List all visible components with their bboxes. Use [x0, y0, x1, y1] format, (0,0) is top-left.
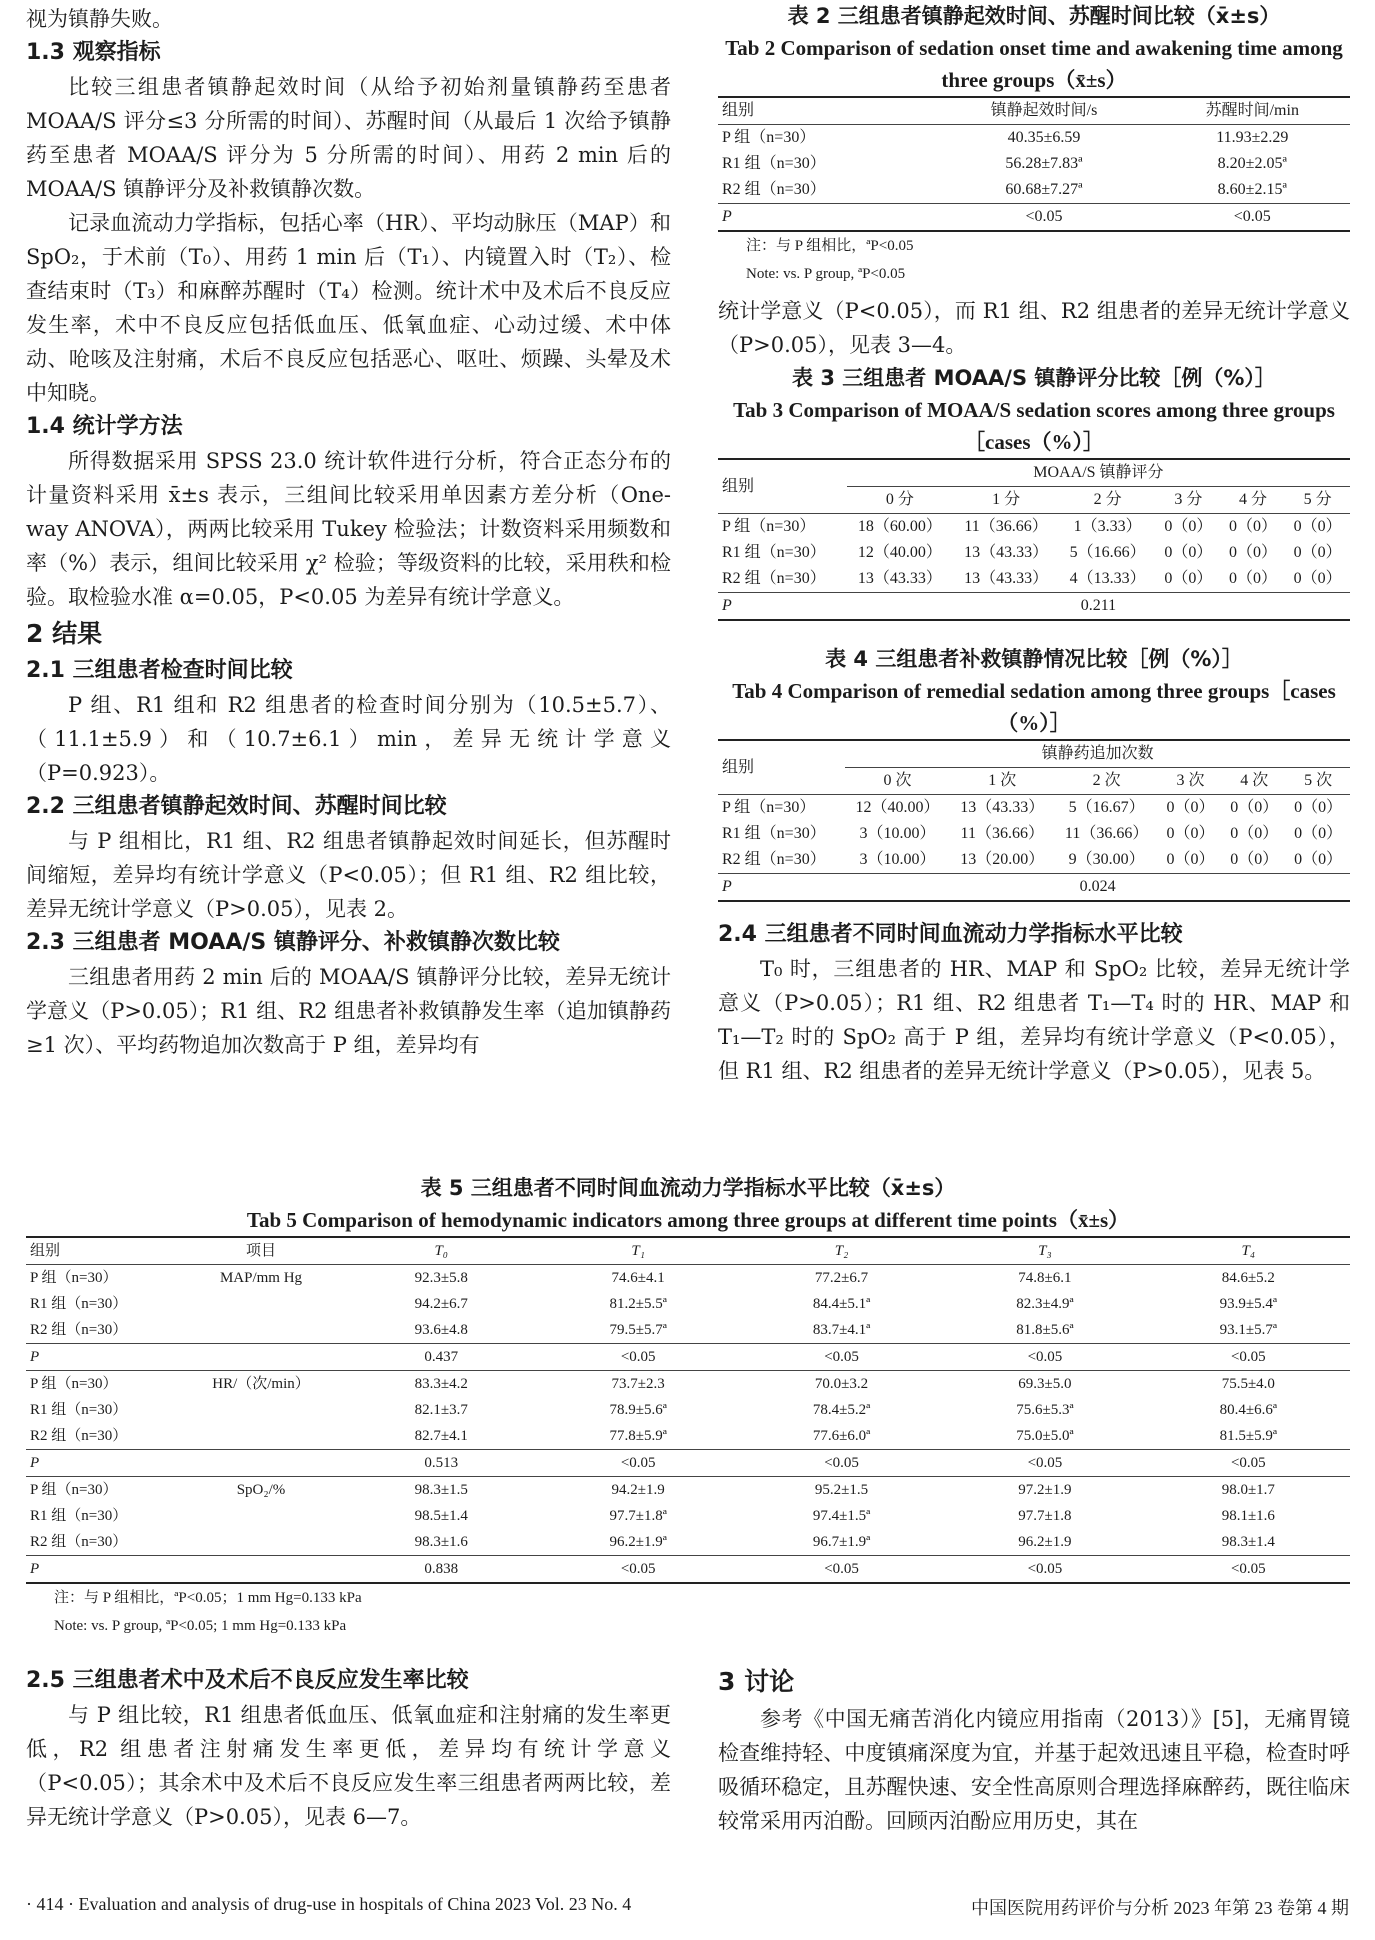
section-2-1-heading: 2.1 三组患者检查时间比较	[26, 658, 293, 683]
table-cell: P 组（n=30）	[722, 799, 816, 816]
table-cell: 5（16.66）	[1069, 544, 1146, 561]
table-cell: P 组（n=30）	[722, 518, 816, 535]
table-cell: 82.3±4.9ª	[1016, 1296, 1074, 1312]
t2-head-onset: 镇静起效时间/s	[990, 102, 1098, 119]
table-cell: R2 组（n=30）	[722, 570, 826, 587]
table-col-head: 0 次	[883, 772, 912, 789]
table-3-caption-cn: 表 3 三组患者 MOAA/S 镇静评分比较［例（%）］	[792, 366, 1276, 390]
table-cell: 0（0）	[1230, 825, 1279, 842]
table-cell: 0（0）	[1230, 851, 1279, 868]
table-cell: 74.6±4.1	[611, 1270, 665, 1286]
table-cell: 0（0）	[1294, 799, 1343, 816]
table-row-p	[26, 1450, 1350, 1477]
table-row	[26, 1477, 1350, 1504]
left-column	[26, 0, 671, 1062]
table-row	[718, 177, 1350, 204]
table-cell: 80.4±6.6ª	[1219, 1402, 1277, 1418]
table-cell: 0（0）	[1293, 518, 1342, 535]
t2-head-group: 组别	[722, 102, 755, 119]
table-3-caption-en: Tab 3 Comparison of MOAA/S sedation scores among three groups［cases（%）］	[733, 398, 1335, 454]
table-cell: <0.05	[1230, 1349, 1266, 1365]
table-col-head: 3 分	[1174, 491, 1203, 508]
table-cell: 84.4±5.1ª	[812, 1296, 871, 1312]
table-item-cell	[176, 1450, 346, 1477]
table-cell: R1 组（n=30）	[722, 155, 826, 172]
paragraph-discussion: 参考《中国无痛苦消化内镜应用指南（2013）》[5]，无痛胃镜检查维持轻、中度镇痛深度为宜，并基于起效迅速且平稳，检查时呼吸循环稳定，且苏醒快速、安全性高原则合理选择麻醉药，既往临床较常采用丙泊酚。回顾丙泊酚应用历史，其在	[718, 1707, 1350, 1833]
table-cell: P	[30, 1455, 40, 1471]
table-cell: 0（0）	[1230, 799, 1279, 816]
table-2	[718, 96, 1350, 232]
table-col-head: 5 次	[1304, 772, 1333, 789]
table-cell: 0（0）	[1293, 570, 1342, 587]
table-5-note-en: Note: vs. P group, ªP<0.05; 1 mm Hg=0.133 kPa	[54, 1618, 347, 1634]
table-row-p	[718, 204, 1350, 232]
table-cell: 81.5±5.9ª	[1219, 1428, 1277, 1444]
table-col-head: 4 分	[1239, 491, 1268, 508]
table-cell: <0.05	[1233, 208, 1271, 225]
table-cell: 12（40.00）	[855, 799, 940, 816]
table-col-head: 1 分	[992, 491, 1021, 508]
table-row	[26, 1265, 1350, 1292]
table-2-caption-cn: 表 2 三组患者镇静起效时间、苏醒时间比较（x̄±s）	[787, 4, 1281, 28]
table-cell: R2 组（n=30）	[30, 1428, 128, 1444]
table-row	[718, 151, 1350, 177]
table-row	[718, 566, 1350, 593]
table-col-head: T₁	[631, 1243, 645, 1259]
table-item-cell	[176, 1556, 346, 1584]
table-cell: P 组（n=30）	[30, 1270, 118, 1286]
table-cell: 0（0）	[1166, 825, 1215, 842]
table-cell: 11（36.66）	[960, 825, 1044, 842]
paragraph-hemodynamic-results: T₀ 时，三组患者的 HR、MAP 和 SpO₂ 比较，差异无统计学意义（P>0.05）；R1 组、R2 组患者 T₁—T₄ 时的 HR、MAP 和 T₁—T₂ 时的 SpO₂ 高于 P 组，差异均有统计学意义（P<0.05），但 R1 组、R2 组患者的差异无统计学意义（P>0.05），见表 5。	[718, 957, 1350, 1083]
table-cell: R2 组（n=30）	[722, 181, 826, 198]
table-cell: 70.0±3.2	[814, 1376, 869, 1392]
table-row	[26, 1423, 1350, 1450]
table-cell: 77.8±5.9ª	[609, 1428, 667, 1444]
paragraph-exam-time: P 组、R1 组和 R2 组患者的检查时间分别为（10.5±5.7）、（11.1±5.9）和（10.7±6.1）min，差异无统计学意义（P=0.923）。	[26, 693, 671, 785]
table-cell: 78.9±5.6ª	[609, 1402, 667, 1418]
table-cell: R1 组（n=30）	[722, 544, 826, 561]
table-cell: 0（0）	[1294, 825, 1343, 842]
table-cell: 77.6±6.0ª	[812, 1428, 871, 1444]
table-cell: 60.68±7.27ª	[1005, 181, 1083, 198]
table-cell: <0.05	[1025, 208, 1063, 225]
table-cell: 11.93±2.29	[1216, 129, 1289, 146]
table-col-head: T₀	[434, 1243, 449, 1259]
table-col-head: 4 次	[1240, 772, 1269, 789]
table-cell: 83.7±4.1ª	[812, 1322, 871, 1338]
table-cell: 0（0）	[1229, 544, 1278, 561]
table-cell: <0.05	[1230, 1561, 1266, 1577]
table-cell: 9（30.00）	[1068, 851, 1145, 868]
table-col-head: 2 分	[1093, 491, 1122, 508]
table-cell: 97.7±1.8	[1018, 1508, 1072, 1524]
table-cell: P	[722, 597, 732, 614]
table-cell: P	[30, 1561, 40, 1577]
table-cell: 73.7±2.3	[611, 1376, 665, 1392]
table-item-cell	[176, 1529, 346, 1556]
right-column	[718, 0, 1350, 1088]
table-col-head: 5 分	[1303, 491, 1332, 508]
table-2-caption-en: Tab 2 Comparison of sedation onset time and awakening time among three groups（x̄±s）	[725, 36, 1343, 92]
table-cell: 0（0）	[1164, 570, 1213, 587]
table-col-head: 1 次	[988, 772, 1017, 789]
table-item-cell	[176, 1317, 346, 1344]
table-cell: 84.6±5.2	[1221, 1270, 1275, 1286]
paragraph-onset: 与 P 组相比，R1 组、R2 组患者镇静起效时间延长，但苏醒时间缩短，差异均有统计学意义（P<0.05）；但 R1 组、R2 组比较，差异无统计学意义（P>0.05），见表 2。	[26, 829, 671, 921]
paragraph-fragment: 视为镇静失败。	[26, 7, 173, 31]
table-cell: 79.5±5.7ª	[609, 1322, 667, 1338]
table-cell: 93.9±5.4ª	[1219, 1296, 1277, 1312]
table-row	[718, 514, 1350, 541]
table-col-head: 组别	[30, 1243, 61, 1259]
table-cell: 94.2±1.9	[611, 1482, 665, 1498]
table-cell: 0（0）	[1164, 518, 1213, 535]
table-cell: 13（20.00）	[960, 851, 1045, 868]
paragraph-adverse: 与 P 组比较，R1 组患者低血压、低氧血症和注射痛的发生率更低，R2 组患者注射痛发生率更低，差异均有统计学意义（P<0.05）；其余术中及术后不良反应发生率三组患者两两比较，差异无统计学意义（P>0.05），见表 6—7。	[26, 1703, 671, 1829]
table-row	[26, 1397, 1350, 1423]
table-cell: 0.024	[1079, 878, 1116, 895]
t3-head-span: MOAA/S 镇静评分	[847, 459, 1350, 487]
table-5-block	[26, 1172, 1350, 1640]
paragraph-hemodynamics: 记录血流动力学指标，包括心率（HR）、平均动脉压（MAP）和 SpO₂，于术前（T₀）、用药 1 min 后（T₁）、内镜置入时（T₂）、检查结束时（T₃）和麻醉苏醒时（T₄）检测。统计术中及术后不良反应发生率，术中不良反应包括低血压、低氧血症、心动过缓、术中体动、呛咳及注射痛，术后不良反应包括恶心、呕吐、烦躁、头晕及术中知晓。	[26, 211, 671, 405]
table-cell: R1 组（n=30）	[30, 1402, 128, 1418]
table-2-note-en: Note: vs. P group, ªP<0.05	[746, 266, 906, 282]
table-cell: 0（0）	[1164, 544, 1213, 561]
table-row	[26, 1291, 1350, 1317]
t4-head-group: 组别	[718, 740, 845, 795]
table-cell: 96.2±1.9ª	[609, 1534, 667, 1550]
table-cell: <0.05	[824, 1349, 859, 1365]
table-cell: 93.6±4.8	[414, 1322, 468, 1338]
table-cell: 96.7±1.9ª	[812, 1534, 871, 1550]
table-5	[26, 1236, 1350, 1584]
table-row	[26, 1529, 1350, 1556]
table-row	[718, 795, 1350, 822]
table-2-note-cn: 注：与 P 组相比，ªP<0.05	[746, 238, 914, 254]
table-5-caption-en: Tab 5 Comparison of hemodynamic indicators among three groups at different time points（x̄±s）	[246, 1208, 1130, 1232]
table-row	[26, 1317, 1350, 1344]
table-cell: 98.3±1.4	[1221, 1534, 1275, 1550]
table-cell: <0.05	[620, 1455, 656, 1471]
table-cell: <0.05	[824, 1561, 859, 1577]
table-col-head: 0 分	[885, 491, 914, 508]
table-cell: <0.05	[1027, 1349, 1063, 1365]
table-row	[26, 1503, 1350, 1529]
table-cell: <0.05	[1027, 1561, 1063, 1577]
bottom-right-column	[718, 1662, 1350, 1838]
table-cell: 75.6±5.3ª	[1016, 1402, 1074, 1418]
table-cell: R1 组（n=30）	[30, 1508, 128, 1524]
table-item-cell: MAP/mm Hg	[219, 1270, 303, 1286]
section-2-5-heading: 2.5 三组患者术中及术后不良反应发生率比较	[26, 1668, 469, 1693]
bottom-left-column	[26, 1664, 671, 1834]
table-cell: P 组（n=30）	[722, 129, 816, 146]
table-row	[718, 821, 1350, 847]
table-cell: 97.4±1.5ª	[812, 1508, 871, 1524]
table-cell: 0.211	[1080, 597, 1117, 614]
table-col-head: T₃	[1038, 1243, 1052, 1259]
t3-head-group: 组别	[718, 459, 847, 514]
table-cell: 97.2±1.9	[1018, 1482, 1072, 1498]
table-cell: 98.3±1.6	[414, 1534, 468, 1550]
table-cell: P	[30, 1349, 40, 1365]
table-3	[718, 458, 1350, 621]
table-cell: 4（13.33）	[1069, 570, 1146, 587]
table-cell: <0.05	[1230, 1455, 1266, 1471]
table-row	[718, 540, 1350, 566]
table-cell: 11（36.66）	[964, 518, 1048, 535]
table-cell: 92.3±5.8	[414, 1270, 468, 1286]
table-cell: <0.05	[620, 1561, 656, 1577]
table-cell: R2 组（n=30）	[30, 1534, 128, 1550]
table-item-cell	[176, 1291, 346, 1317]
section-2-heading: 2 结果	[26, 619, 103, 648]
table-cell: 13（43.33）	[964, 544, 1049, 561]
table-cell: 82.7±4.1	[414, 1428, 468, 1444]
table-cell: R2 组（n=30）	[30, 1322, 128, 1338]
table-col-head: T₄	[1241, 1243, 1256, 1259]
table-item-cell	[176, 1423, 346, 1450]
table-cell: 98.1±1.6	[1221, 1508, 1275, 1524]
footer-left: · 414 · Evaluation and analysis of drug-use in hospitals of China 2023 Vol. 23 No. 4	[26, 1894, 632, 1914]
table-row	[26, 1371, 1350, 1398]
table-cell: P 组（n=30）	[30, 1376, 118, 1392]
table-cell: 81.8±5.6ª	[1016, 1322, 1074, 1338]
table-cell: 13（43.33）	[857, 570, 942, 587]
footer-right: 中国医院用药评价与分析 2023 年第 23 卷第 4 期	[971, 1898, 1349, 1918]
table-cell: 98.0±1.7	[1221, 1482, 1275, 1498]
table-cell: R1 组（n=30）	[30, 1296, 128, 1312]
table-row-p	[718, 874, 1350, 902]
table-cell: 0（0）	[1166, 799, 1215, 816]
section-2-3-heading: 2.3 三组患者 MOAA/S 镇静评分、补救镇静次数比较	[26, 930, 560, 955]
table-cell: 0（0）	[1229, 570, 1278, 587]
table-item-cell	[176, 1397, 346, 1423]
table-cell: 93.1±5.7ª	[1219, 1322, 1277, 1338]
table-cell: R1 组（n=30）	[722, 825, 826, 842]
table-col-head: T₂	[834, 1243, 849, 1259]
table-cell: 12（40.00）	[857, 544, 942, 561]
t4-head-span: 镇静药追加次数	[845, 740, 1350, 768]
table-4	[718, 739, 1350, 902]
table-5-caption-cn: 表 5 三组患者不同时间血流动力学指标水平比较（x̄±s）	[420, 1176, 956, 1200]
table-cell: 8.20±2.05ª	[1217, 155, 1287, 172]
section-2-4-heading: 2.4 三组患者不同时间血流动力学指标水平比较	[718, 922, 1183, 947]
table-cell: 40.35±6.59	[1007, 129, 1081, 146]
table-cell: 56.28±7.83ª	[1005, 155, 1083, 172]
table-cell: 0.437	[424, 1349, 459, 1365]
table-cell: 97.7±1.8ª	[609, 1508, 667, 1524]
table-col-head: 3 次	[1176, 772, 1205, 789]
table-cell: <0.05	[1027, 1455, 1063, 1471]
table-cell: 3（10.00）	[859, 825, 936, 842]
table-cell: 1（3.33）	[1073, 518, 1142, 535]
table-item-cell: SpO₂/%	[236, 1482, 286, 1498]
table-col-head: 项目	[245, 1243, 276, 1259]
table-cell: 13（43.33）	[964, 570, 1049, 587]
table-cell: 98.3±1.5	[414, 1482, 468, 1498]
table-cell: 0（0）	[1294, 851, 1343, 868]
table-cell: 69.3±5.0	[1018, 1376, 1072, 1392]
table-cell: 3（10.00）	[859, 851, 936, 868]
table-4-caption-en: Tab 4 Comparison of remedial sedation among three groups［cases（%）］	[732, 679, 1336, 735]
table-item-cell	[176, 1503, 346, 1529]
table-cell: 77.2±6.7	[814, 1270, 869, 1286]
table-cell: 95.2±1.5	[814, 1482, 869, 1498]
table-cell: 75.5±4.0	[1221, 1376, 1275, 1392]
table-cell: 74.8±6.1	[1018, 1270, 1072, 1286]
table-cell: <0.05	[824, 1455, 859, 1471]
table-4-caption-cn: 表 4 三组患者补救镇静情况比较［例（%）］	[825, 647, 1243, 671]
table-cell: 13（43.33）	[960, 799, 1045, 816]
table-cell: 0（0）	[1229, 518, 1278, 535]
table-row	[718, 847, 1350, 874]
table-cell: <0.05	[620, 1349, 656, 1365]
t2-head-awake: 苏醒时间/min	[1205, 102, 1299, 119]
paragraph-moaas: 三组患者用药 2 min 后的 MOAA/S 镇静评分比较，差异无统计学意义（P>0.05）；R1 组、R2 组患者补救镇静发生率（追加镇静药≥1 次）、平均药物追加次数高于 P 组，差异均有	[26, 965, 671, 1057]
table-cell: 0.513	[424, 1455, 459, 1471]
table-cell: R2 组（n=30）	[722, 851, 826, 868]
section-3-heading: 3 讨论	[718, 1667, 795, 1696]
paragraph-continued: 统计学意义（P<0.05），而 R1 组、R2 组患者的差异无统计学意义（P>0.05），见表 3—4。	[718, 299, 1350, 357]
table-cell: 0（0）	[1293, 544, 1342, 561]
table-cell: 0（0）	[1166, 851, 1215, 868]
table-cell: P	[722, 878, 732, 895]
table-row	[718, 125, 1350, 152]
table-cell: 0.838	[424, 1561, 459, 1577]
table-item-cell	[176, 1344, 346, 1371]
table-5-note-cn: 注：与 P 组相比，ªP<0.05；1 mm Hg=0.133 kPa	[54, 1590, 362, 1606]
section-1-4-heading: 1.4 统计学方法	[26, 414, 183, 439]
section-1-3-heading: 1.3 观察指标	[26, 40, 161, 65]
table-row-p	[26, 1344, 1350, 1371]
table-cell: 82.1±3.7	[414, 1402, 468, 1418]
table-cell: 98.5±1.4	[414, 1508, 468, 1524]
table-item-cell: HR/（次/min）	[212, 1376, 310, 1392]
table-cell: 75.0±5.0ª	[1016, 1428, 1074, 1444]
table-row-p	[718, 593, 1350, 621]
table-cell: P 组（n=30）	[30, 1482, 118, 1498]
table-cell: 81.2±5.5ª	[609, 1296, 667, 1312]
table-cell: 96.2±1.9	[1018, 1534, 1072, 1550]
table-cell: 83.3±4.2	[414, 1376, 468, 1392]
paragraph-statistics: 所得数据采用 SPSS 23.0 统计软件进行分析，符合正态分布的计量资料采用 x̄±s 表示，三组间比较采用单因素方差分析（One-way ANOVA），两两比较采用 Tukey 检验法；计数资料采用频数和率（%）表示，组间比较采用 χ² 检验；等级资料的比较，采用秩和检验。取检验水准 α=0.05，P<0.05 为差异有统计学意义。	[26, 449, 671, 609]
table-cell: 11（36.66）	[1064, 825, 1149, 842]
table-col-head: 2 次	[1092, 772, 1121, 789]
table-row-p	[26, 1556, 1350, 1584]
table-cell: 5（16.67）	[1068, 799, 1145, 816]
section-2-2-heading: 2.2 三组患者镇静起效时间、苏醒时间比较	[26, 794, 447, 819]
table-cell: 94.2±6.7	[414, 1296, 468, 1312]
table-cell: 18（60.00）	[857, 518, 942, 535]
table-cell: 8.60±2.15ª	[1217, 181, 1287, 198]
table-cell: P	[722, 208, 732, 225]
paragraph-observation: 比较三组患者镇静起效时间（从给予初始剂量镇静药至患者 MOAA/S 评分≤3 分所需的时间）、苏醒时间（从最后 1 次给予镇静药至患者 MOAA/S 评分为 5 分所需的时间）、用药 2 min 后的 MOAA/S 镇静评分及补救镇静次数。	[26, 75, 671, 201]
table-cell: 78.4±5.2ª	[812, 1402, 871, 1418]
